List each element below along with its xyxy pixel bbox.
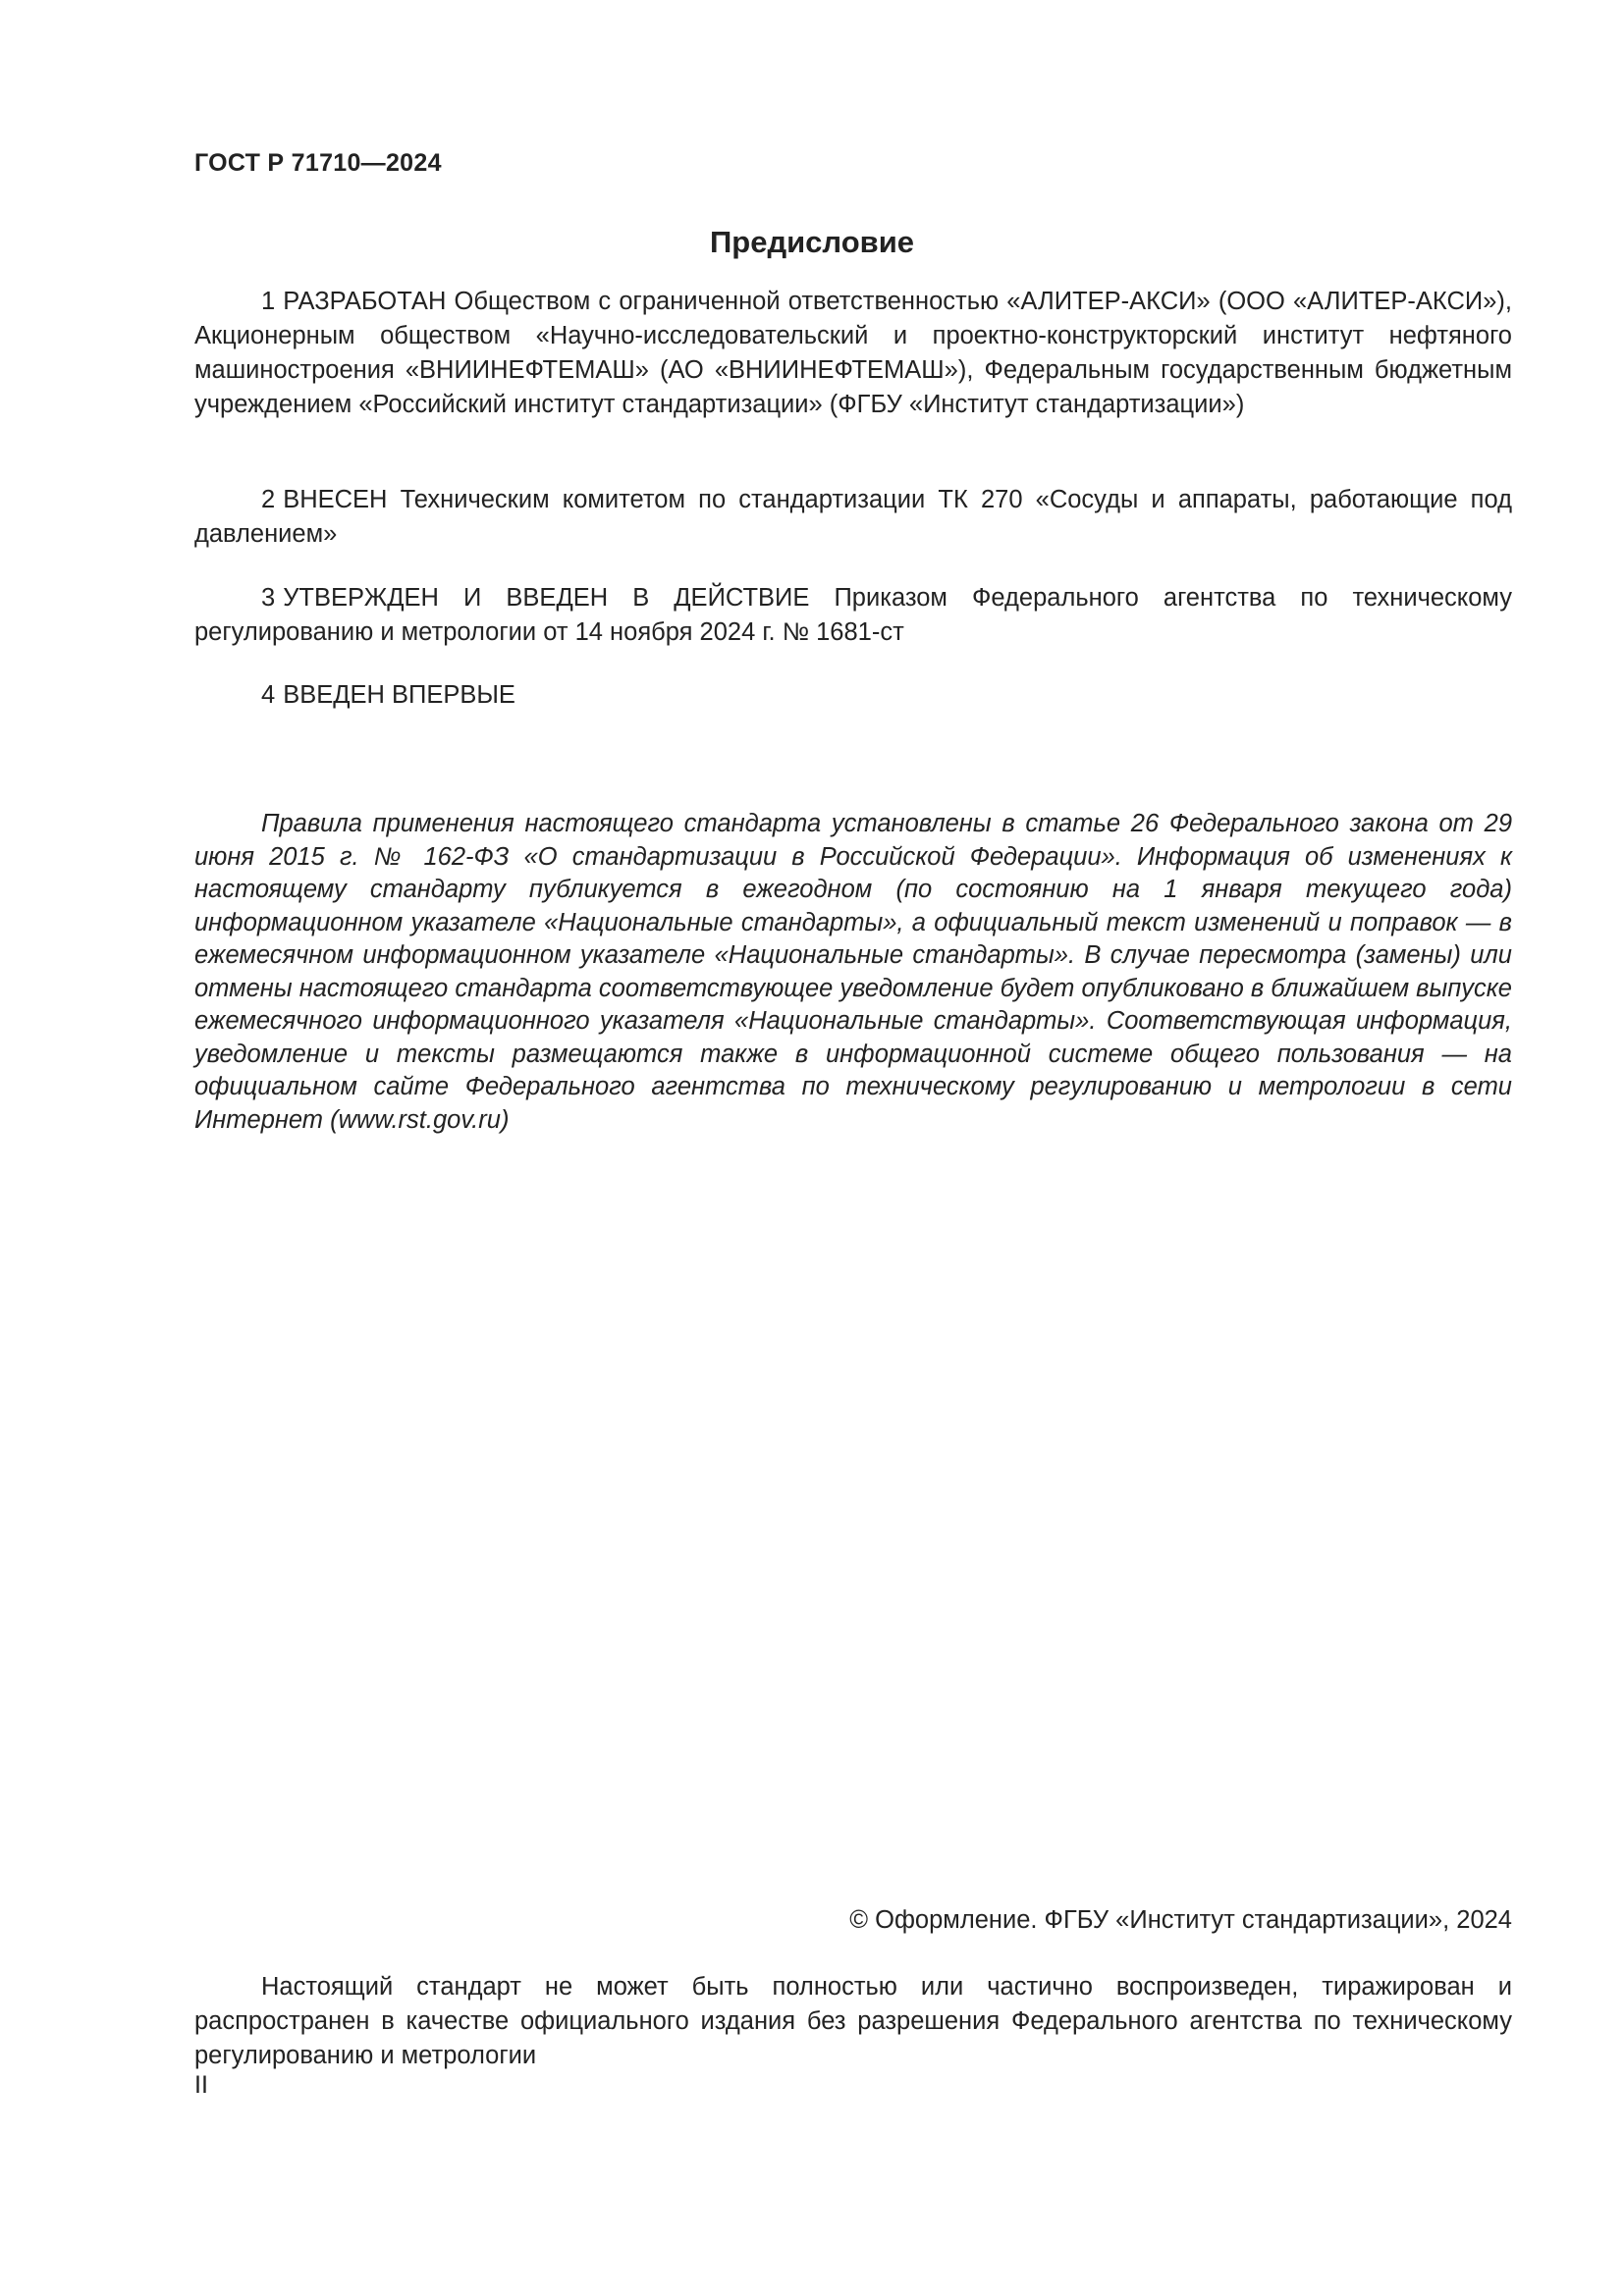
foreword-item-4 <box>194 678 1512 713</box>
item-label: ВНЕСЕН <box>283 486 388 513</box>
item-text: Обществом с ограниченной ответственностью «АЛИТЕР-АКСИ» (ООО «АЛИТЕР-АКСИ»), Акционерным обществом «Научно-исследовательский и проектно-конструкторский институт нефтяного машиностроения «ВНИИНЕФТЕМАШ» (АО «ВНИИНЕФТЕМАШ»), Федеральным государственным бюджетным учреждением «Российский институт стандартизации» (ФГБУ «Институт стандартизации») <box>194 288 1512 418</box>
foreword-item-3 <box>194 581 1512 650</box>
copyright-line: © Оформление. ФГБУ «Институт стандартизации», 2024 <box>849 1906 1512 1934</box>
item-label: УТВЕРЖДЕН И ВВЕДЕН В ДЕЙСТВИЕ <box>283 584 810 612</box>
reproduction-notice: Настоящий стандарт не может быть полностью или частично воспроизведен, тиражирован и распространен в качестве официального издания без разрешения Федерального агентства по техническому регулированию и метрологии <box>194 1973 1512 2069</box>
item-number: 1 <box>261 288 276 315</box>
foreword-item-1 <box>194 285 1512 422</box>
item-text: Приказом Федерального агентства по техническому регулированию и метрологии от 14 ноября 2024 г. № 1681-ст <box>194 584 1512 646</box>
item-number: 4 <box>261 681 276 709</box>
item-number: 2 <box>261 486 276 513</box>
item-number: 3 <box>261 584 276 612</box>
item-label: РАЗРАБОТАН <box>283 288 447 315</box>
page-title: Предисловие <box>709 225 914 259</box>
foreword-item-2 <box>194 483 1512 552</box>
document-code: ГОСТ Р 71710—2024 <box>194 149 442 177</box>
rules-note: Правила применения настоящего стандарта установлены в статье 26 Федерального закона от 29 июня 2015 г. № 162-ФЗ «О стандартизации в Российской Федерации». Информация об изменениях к настоящему стандарту публикуется в ежегодном (по состоянию на 1 января текущего года) информационном указателе «Национальные стандарты», а официальный текст изменений и поправок — в ежемесячном информационном указателе «Национальные стандарты». В случае пересмотра (замены) или отмены настоящего стандарта соответствующее уведомление будет опубликовано в ближайшем выпуске ежемесячного информационного указателя «Национальные стандарты». Соответствующая информация, уведомление и тексты размещаются также в информационной системе общего пользования — на официальном сайте Федерального агентства по техническому регулированию и метрологии в сети Интернет (www.rst.gov.ru) <box>194 810 1512 1134</box>
item-text: Техническим комитетом по стандартизации ТК 270 «Сосуды и аппараты, работающие под давлением» <box>194 486 1512 548</box>
page-number: II <box>194 2071 208 2099</box>
item-label: ВВЕДЕН ВПЕРВЫЕ <box>283 681 515 709</box>
